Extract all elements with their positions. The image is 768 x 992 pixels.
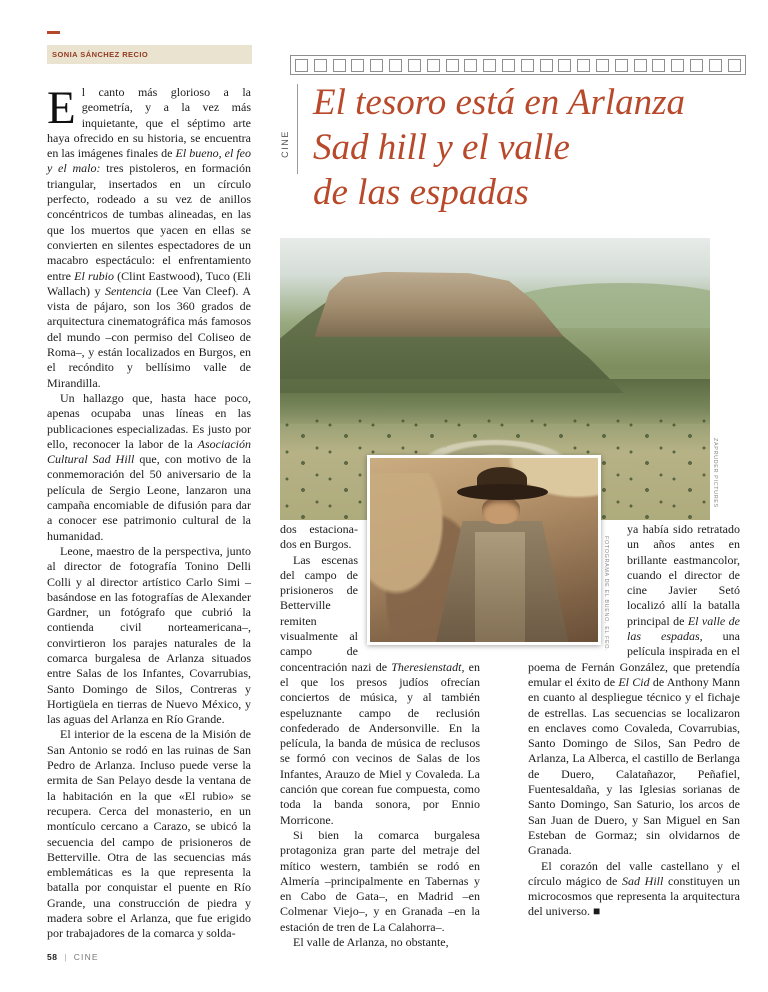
article-column-2 (280, 522, 480, 950)
film-perforation (333, 59, 346, 72)
article-column-1 (47, 82, 252, 942)
film-perforation (370, 59, 383, 72)
top-accent-mark (47, 31, 60, 34)
film-perforation (295, 59, 308, 72)
filmstrip-decoration (290, 55, 746, 75)
paragraph: Si bien la comarca burgalesa protagoniza gran parte del metraje del mítico western, también se rodó en Almería –principalmente en Tabernas y en Cabo de Gata–, en Madrid –en Colmenar Viejo–, y en Granada –en la estación de tren de La Calahorra–. (280, 827, 480, 934)
film-perforation (521, 59, 534, 72)
paragraph: Las escenas del campo de prisioneros de Betterville remiten visualmente al campo de concentración nazi de Theresienstadt, en el que los presos judíos ofrecían conciertos de música, y al también espeluznante campo de reclusión confederado de Andersonville. En la película, la banda de música de reclusos se formó con vecinos de Salas de los Infantes, Arauzo de Miel y Covaleda. La canción que corean fue compuesta, como toda la banda sonora, por Ennio Morricone. (280, 552, 481, 827)
film-perforation (389, 59, 402, 72)
photo-wrap-spacer (528, 522, 627, 646)
film-perforation (351, 59, 364, 72)
photo-wrap-spacer (358, 522, 480, 646)
author-name: SONIA SÁNCHEZ RECIO (52, 50, 149, 59)
film-perforation (577, 59, 590, 72)
film-perforation (558, 59, 571, 72)
paragraph: dos estaciona-dos en Burgos. (280, 522, 358, 552)
paragraph: Leone, maestro de la perspectiva, junto al director de fotografía Tonino Delli Colli y al director artístico Carlo Simi –basándose en las fotografías de Alexander Gardner, un fotógrafo que cubrió la contienda civil norteamericana–, convirtieron los parajes naturales de la comarca burgalesa de Arlanza situados entre Salas de los Infantes, Covarrubias, Santo Domingo de Silos, Contreras y Hortigüela en tierras de Nuevo México, y las aguas del Arlanza en Río Grande. (47, 543, 251, 727)
page-footer (47, 952, 99, 962)
film-perforation (634, 59, 647, 72)
author-byline-strip (47, 45, 252, 64)
paragraph: El interior de la escena de la Misión de San Antonio se rodó en las ruinas de San Pedro de Arlanza. Incluso puede verse la ermita de San Pelayo desde la ventana de la habitación en la que «El rubio» se recupera. Cerca del monasterio, en un montículo cercano a Carazo, se ubicó la secuencia del campo de prisioneros de Betterville. Otra de las secuencias más emblemáticas es la que representa la batalla por conquistar el puente en Río Grande, una construcción de piedra y madera sobre el Arlanza, que fue erigido por trabajadores de la comarca y solda- (47, 727, 251, 941)
film-perforation (596, 59, 609, 72)
title-line: El tesoro está en Arlanza (313, 82, 686, 123)
film-perforation (483, 59, 496, 72)
photo-credit-inset: FOTOGRAMA DE EL BUENO, EL FEO. (603, 536, 609, 652)
film-perforation (690, 59, 703, 72)
article-column-3 (528, 522, 740, 920)
paragraph: El corazón del valle castellano y el círculo mágico de Sad Hill constituyen un microcosmos que representa la arquitectura del universo. ■ (528, 858, 740, 919)
article-title (313, 80, 749, 215)
paragraph: El canto más glorioso a la geometría, y a la vez más inquietante, que el séptimo arte haya ofrecido en su historia, se encuentra en las imágenes finales de El bueno, el feo y el malo: tres pistoleros, en formación triangular, insertados en un círculo perfecto, rodeado a su vez de anillos concéntricos de tumbas alineadas, en las que los muertos que yacen en ellas se convierten en silentes espectadores de un macabro espectáculo: el enfrentamiento entre El rubio (Clint Eastwood), Tuco (Eli Wallach) y Sentencia (Lee Van Cleef). A vista de pájaro, son los 360 grados de arquitectura cinematográfica más famosos del mundo –con permiso del Coliseo de Roma–, y están localizados en Burgos, en el recóndito y bellísimo valle de Mirandilla. (47, 82, 252, 390)
film-perforation (502, 59, 515, 72)
film-perforation (408, 59, 421, 72)
face-shape (482, 497, 521, 525)
hat-brim-shape (457, 484, 548, 501)
drop-cap: E (47, 82, 76, 134)
film-perforation (709, 59, 722, 72)
film-perforation (427, 59, 440, 72)
photo-credit-landscape: ZAPRUDER PICTURES (712, 438, 718, 508)
film-perforation (615, 59, 628, 72)
section-label-vertical: CINE (280, 130, 290, 158)
film-perforation (464, 59, 477, 72)
film-perforation (540, 59, 553, 72)
title-line: de las espadas (313, 172, 529, 213)
footer-separator: | (64, 952, 67, 962)
poncho-band-shape (475, 532, 525, 642)
footer-section: CINE (73, 952, 99, 962)
film-perforation (728, 59, 741, 72)
film-perforation (652, 59, 665, 72)
page-number: 58 (47, 952, 58, 962)
paragraph: El valle de Arlanza, no obstante, (293, 935, 449, 950)
film-perforation (671, 59, 684, 72)
mesa-cliff-shape (314, 272, 563, 337)
paragraph: ya había sido retratado un años antes en brillante eastmancolor, cuando el director de cine Javier Setó localizó allí la batalla principal de El valle de las espadas, una película inspirada en el poema de Fernán González, que pretendía emular el éxito de El Cid de Anthony Mann en cuanto al despliegue técnico y el fichaje de estrellas. Las secuencias se localizaron en enclaves como Covaleda, Covarrubias, Santo Domingo de Silos, San Pedro de Arlanza, La Alberca, el castillo de Berlanga de Duero, Calatañazor, Peñafiel, Fuentesaldaña, y las Iglesias sorianas de Santo Domingo, San Saturio, los arcos de San Juan de Duero, y San Miguel en San Esteban de Gormaz; sin olvidarnos de Granada. (528, 522, 740, 858)
title-line: Sad hill y el valle (313, 127, 570, 168)
section-rule (297, 84, 298, 174)
paragraph: Un hallazgo que, hasta hace poco, apenas ocupaba unas líneas en las publicaciones especializadas. Es justo por ello, reconocer la labor de la Asociación Cultural Sad Hill que, con motivo de la conmemoración del 50 aniversario de la película de Sergio Leone, lanzaron una campaña encomiable de difusión para dar a conocer ese patrimonio cultural de la humanidad. (47, 390, 252, 543)
film-perforation (314, 59, 327, 72)
film-perforation (446, 59, 459, 72)
